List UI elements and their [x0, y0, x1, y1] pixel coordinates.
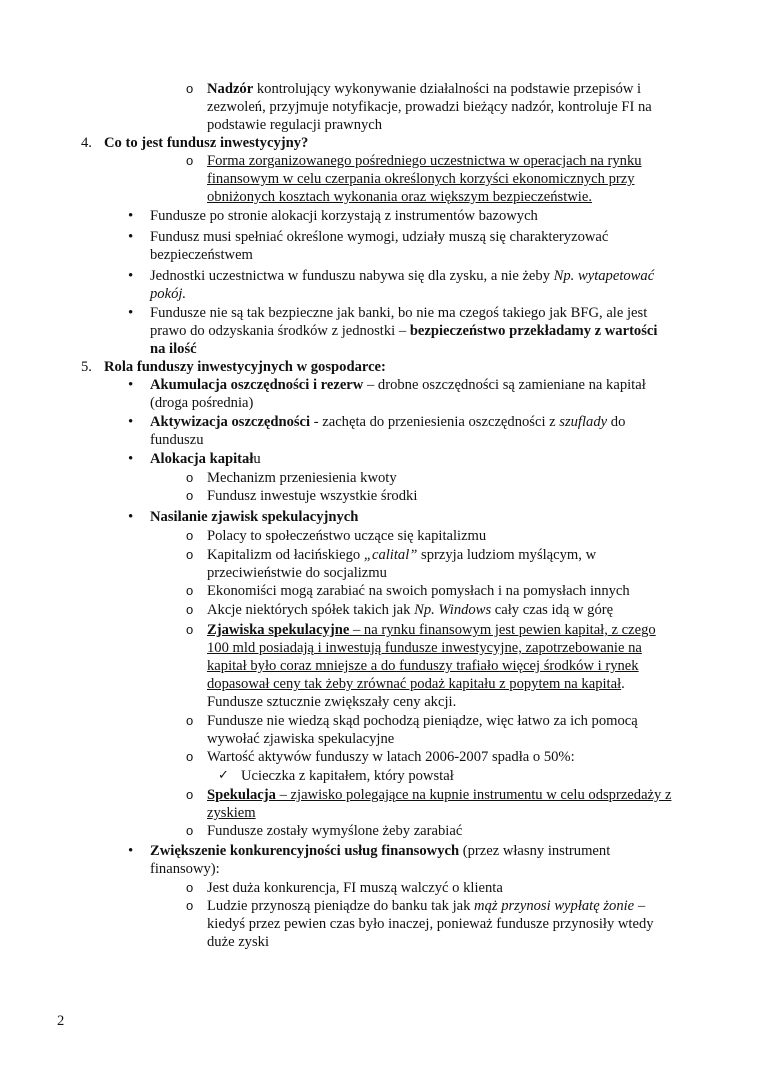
term: Zjawiska spekulacyjne	[207, 622, 350, 638]
bullet-marker: •	[128, 305, 134, 321]
text-line: na ilość	[150, 341, 197, 357]
bullet-marker: •	[128, 843, 134, 859]
italic-text: szuflady	[559, 414, 608, 430]
circle-marker: o	[186, 470, 194, 485]
term: Zwiększenie konkurencyjności usług finansowych	[150, 843, 460, 859]
list-item: Jest duża konkurencja, FI muszą walczyć o klienta	[207, 880, 503, 896]
circle-marker: o	[186, 547, 194, 562]
list-item: Fundusze po stronie alokacji korzystają z instrumentów bazowych	[150, 208, 538, 224]
list-number: 5.	[81, 359, 92, 375]
list-item: Fundusze nie wiedzą skąd pochodzą pieniądze, więc łatwo za ich pomocą	[207, 713, 638, 729]
bullet-marker: •	[128, 268, 134, 284]
text: – drobne oszczędności są zamieniane na kapitał	[363, 377, 646, 393]
list-number: 4.	[81, 135, 92, 151]
text-line	[207, 675, 625, 693]
list-item: Mechanizm przeniesienia kwoty	[207, 470, 397, 486]
circle-marker: o	[186, 153, 194, 168]
circle-marker: o	[186, 787, 194, 802]
text: – zjawisko polegające na kupnie instrumentu w celu odsprzedaży z	[275, 787, 672, 803]
list-item	[150, 376, 646, 394]
circle-marker: o	[186, 583, 194, 598]
text-line: duże zyski	[207, 934, 270, 950]
definition-line: obniżonych kosztach wykonania oraz większym bezpieczeństwie.	[207, 189, 592, 205]
bullet-marker: •	[128, 208, 134, 224]
list-item	[150, 413, 625, 431]
list-item	[207, 546, 596, 564]
list-item	[150, 842, 610, 860]
list-item	[207, 786, 671, 804]
text: (przez własny instrument	[459, 843, 611, 859]
list-item: Fundusz inwestuje wszystkie środki	[207, 488, 418, 504]
circle-marker: o	[186, 898, 194, 913]
text-line: przeciwieństwie do socjalizmu	[207, 565, 387, 581]
text-line: funduszu	[150, 432, 204, 448]
section-heading: Rola funduszy inwestycyjnych w gospodarce:	[104, 359, 386, 375]
text: Akcje niektórych spółek takich jak	[207, 602, 415, 618]
text: Jednostki uczestnictwa w funduszu nabywa się dla zysku, a nie żeby	[150, 268, 554, 284]
italic-text: Np. wytapetować	[553, 268, 655, 284]
bullet-marker: •	[128, 509, 134, 525]
text-line: finansowy):	[150, 861, 220, 877]
term: Nadzór	[207, 81, 254, 97]
term: Akumulacja oszczędności i rezerw	[150, 377, 364, 393]
text-line: 100 mld posiadają i inwestują fundusze inwestycyjne, zapotrzebowanie na	[207, 640, 642, 656]
definition-line: finansowym w celu czerpania określonych korzyści ekonomicznych przy	[207, 171, 635, 187]
italic-text: Np. Windows	[414, 602, 492, 618]
circle-marker: o	[186, 488, 194, 503]
checkmark-icon: ✓	[218, 768, 229, 783]
text-line: kapitał było coraz mniejsze a do funduszy trafiało więcej środków i rynek	[207, 658, 639, 674]
list-item: Wartość aktywów funduszy w latach 2006-2007 spadła o 50%:	[207, 749, 575, 765]
text: –	[634, 898, 646, 914]
circle-marker: o	[186, 823, 194, 838]
italic-text: mąż przynosi wypłatę żonie	[474, 898, 635, 914]
circle-marker: o	[186, 880, 194, 895]
term: Spekulacja	[207, 787, 276, 803]
text-line: Fundusze sztucznie zwiększały ceny akcji.	[207, 694, 457, 710]
text-line: zyskiem	[207, 805, 256, 821]
text: .	[621, 676, 625, 692]
text: cały czas idą w górę	[491, 602, 614, 618]
list-item	[207, 80, 641, 98]
list-item: Ekonomiści mogą zarabiać na swoich pomysłach i na pomysłach innych	[207, 583, 630, 599]
text: – na rynku finansowym jest pewien kapitał, z czego	[349, 622, 656, 638]
list-item	[150, 450, 261, 468]
underlined-text: dopasował ceny tak żeby zrównać podaż kapitału z popytem na kapitał	[207, 676, 622, 692]
list-item	[207, 897, 645, 915]
term: Alokacja kapitał	[150, 451, 254, 467]
list-item: Ucieczka z kapitałem, który powstał	[241, 768, 454, 784]
text: Kapitalizm od łacińskiego	[207, 547, 364, 563]
text: Ludzie przynoszą pieniądze do banku tak jak	[207, 898, 475, 914]
bullet-marker: •	[128, 229, 134, 245]
italic-text: „calital”	[363, 547, 418, 563]
list-item	[207, 621, 656, 639]
text-line: zezwoleń, przyjmuje notyfikacje, prowadzi bieżący nadzór, kontroluje FI na	[207, 99, 652, 115]
list-item	[150, 267, 654, 285]
text-line: podstawie regulacji prawnych	[207, 117, 383, 133]
text: kontrolujący wykonywanie działalności na podstawie przepisów i	[253, 81, 642, 97]
text-line	[150, 322, 657, 340]
text: u	[253, 451, 261, 467]
circle-marker: o	[186, 713, 194, 728]
text-line: wywołać zjawiska spekulacyjne	[207, 731, 395, 747]
circle-marker: o	[186, 749, 194, 764]
text: - zachęta do przeniesienia oszczędności z	[310, 414, 560, 430]
list-item: Polacy to społeczeństwo uczące się kapitalizmu	[207, 528, 487, 544]
text-line: bezpieczeństwem	[150, 247, 253, 263]
circle-marker: o	[186, 602, 194, 617]
circle-marker: o	[186, 528, 194, 543]
text-line: (droga pośrednia)	[150, 395, 254, 411]
text-line: pokój.	[150, 286, 187, 302]
bullet-marker: •	[128, 451, 134, 467]
list-item: Nasilanie zjawisk spekulacyjnych	[150, 509, 359, 525]
text-line: kiedyś przez pewien czas było inaczej, ponieważ fundusze przynosiły wtedy	[207, 916, 654, 932]
list-item	[207, 601, 613, 619]
list-item: Fundusz musi spełniać określone wymogi, udziały muszą się charakteryzować	[150, 229, 609, 245]
list-item: Fundusze nie są tak bezpieczne jak banki, bo nie ma czegoś takiego jak BFG, ale jest	[150, 305, 648, 321]
list-item: Fundusze zostały wymyślone żeby zarabiać	[207, 823, 463, 839]
bullet-marker: •	[128, 377, 134, 393]
bold-text: bezpieczeństwo przekładamy z wartości	[409, 323, 658, 339]
circle-marker: o	[186, 81, 194, 96]
section-heading: Co to jest fundusz inwestycyjny?	[104, 135, 309, 151]
text: sprzyja ludziom myślącym, w	[417, 547, 597, 563]
bullet-marker: •	[128, 414, 134, 430]
text: do	[607, 414, 626, 430]
circle-marker: o	[186, 622, 194, 637]
page-number: 2	[57, 1013, 65, 1029]
text: prawo do odzyskania środków z jednostki –	[150, 323, 410, 339]
definition-line: Forma zorganizowanego pośredniego uczestnictwa w operacjach na rynku	[207, 153, 642, 169]
term: Aktywizacja oszczędności	[150, 414, 311, 430]
